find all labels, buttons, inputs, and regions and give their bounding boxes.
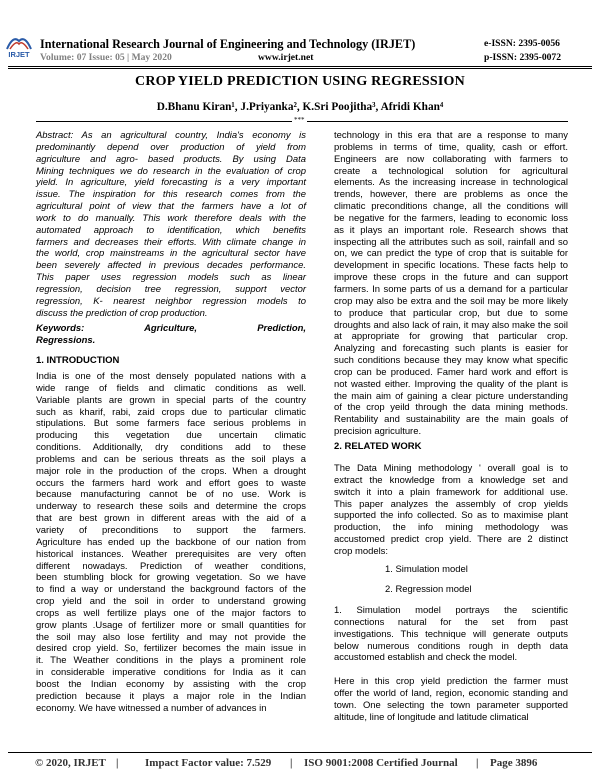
text-line: it. The Weather conditions in the plays a prominent role [36, 655, 306, 667]
volume-issue: Volume: 07 Issue: 05 | May 2020 [40, 52, 172, 63]
footer-iso: ISO 9001:2008 Certified Journal [304, 757, 458, 769]
text-line: crop yield and the soil in order to understand growing [36, 596, 306, 608]
text-line: regression, K- nearest neighbor regression models to [36, 295, 306, 307]
text-line: the main aim of gaining a clear picture understanding [334, 390, 568, 402]
text-line: the world, crop mainstreams in the agricultural sector have [36, 248, 306, 260]
related-work-heading: 2. RELATED WORK [334, 441, 422, 452]
header-rule-2 [8, 68, 592, 69]
text-line: prediction because it plays a major role in the Indian [36, 690, 306, 702]
text-line: climatic preconditions change, all the conditions will [334, 201, 568, 213]
text-line: Agriculture has ended up the backbone of our nation from [36, 536, 306, 548]
footer-page-number: Page 3896 [490, 757, 538, 769]
text-line: on, we can predict the type of crop that is suitable for [334, 248, 568, 260]
intro-text-continued [334, 130, 568, 438]
text-line: agricultural point of view that the farmers have a lot of [36, 201, 306, 213]
text-line: Here in this crop yield prediction the farmer must [334, 676, 568, 687]
text-line: desired crop yield. So, fertilizer becomes the main issue in [36, 643, 306, 655]
text-line: crop models: [334, 545, 389, 557]
text-line: the soil may also lose fertility and may not provide the [36, 631, 306, 643]
footer-impact-factor: Impact Factor value: 7.529 [145, 757, 272, 769]
text-line: farmers and decreases their efforts. With climate change in [36, 236, 306, 248]
text-line: in considerable imperative conditions for India as it can [36, 667, 306, 679]
text-line: work to do manually. This work therefore deals with the [36, 212, 306, 224]
text-line: switch it into a plain framework for additional use. [334, 486, 568, 498]
journal-header [0, 0, 600, 68]
text-line: crop can be produced. Famer hard work and effort is [334, 366, 568, 378]
text-line: historical instances. Weather prerequisites are very often [36, 548, 306, 560]
text-line: Regressions. [36, 334, 96, 346]
text-line: to find a way or understand the background factors of the [36, 584, 306, 596]
keywords [36, 323, 306, 347]
paper-authors: D.Bhanu Kiran¹, J.Priyanka², K.Sri Poojitha³, Afridi Khan⁴ [156, 101, 444, 113]
text-line: stipulations. But some farmers face serious problems in [36, 418, 306, 430]
abstract [36, 130, 306, 320]
text-line: such conditions because they may know what specific [334, 355, 568, 367]
text-line: droughts and also lack of rain, it may also make the soil [334, 319, 568, 331]
text-line: problems and can be serious threats as the soil plays a [36, 453, 306, 465]
text-line: accustomed establish and check the model. [334, 652, 518, 664]
text-line: India is one of the most densely populated nations with a [36, 371, 306, 382]
paper-title: CROP YIELD PREDICTION USING REGRESSION [135, 74, 465, 89]
text-line: agriculture and agro- based products. By using Data [36, 153, 306, 165]
page-footer [0, 745, 600, 773]
text-line: inspecting all the attributes such as soil, rainfall and so [334, 236, 568, 248]
irjet-logo [5, 33, 33, 59]
text-line: be negative for the farmers, leading to economic loss [334, 212, 568, 224]
text-line: This paper analyzes the assembly of crop yields [334, 498, 568, 510]
text-line: discuss the prediction of crop production. [36, 307, 208, 319]
text-line: Variable plants are grown in special parts of the country [36, 394, 306, 406]
header-rule [8, 66, 592, 67]
text-line: different nowadays. Prediction of weather conditions, [36, 560, 306, 572]
text-line: technology in this era that are a response to many [334, 130, 568, 141]
text-line: Engineers are now collaborating with farmers to [334, 153, 568, 165]
text-line: issue. The inspiration for this research comes from the [36, 189, 306, 201]
footer-separator: | [290, 757, 293, 769]
related-work-text [334, 463, 568, 558]
text-line: 1. Simulation model portrays the scientific [334, 605, 568, 616]
intro-text [36, 371, 306, 714]
text-line: investigations. This technique will generate outputs [334, 628, 568, 640]
p-issn: p-ISSN: 2395-0072 [484, 52, 562, 63]
text-line: major role in the production of the crops. When a drought [36, 465, 306, 477]
logo-text: IRJET [8, 50, 30, 59]
text-line: been stumbling block for growing vegetation. So we have [36, 572, 306, 584]
text-line: trends, however, there are problems as once the [334, 189, 568, 201]
text-line: Analyzing and forecasting such plants is easier for [334, 343, 568, 355]
text-line: grow plants .Usage of fertilizer more or small quantities for [36, 619, 306, 631]
text-line: Mining techniques we do research in the evaluation of crop [36, 165, 306, 177]
text-line: wide range of fields and climatic conditions as well. [36, 382, 306, 394]
text-line: crop may also be extra and the soil may be more likely [334, 295, 568, 307]
footer-separator: | [116, 757, 119, 769]
text-line: been severely affected in previous decades performance. [36, 260, 306, 272]
text-line: crops as well fertilize plays one of the major factors to [36, 607, 306, 619]
model-item-simulation: 1. Simulation model [385, 564, 468, 575]
text-line: yield. In agriculture, yield forecasting is a very important [36, 177, 306, 189]
text-line: town. One selecting the town parameter supported [334, 699, 568, 711]
text-line: conditions. Additionally, dry conditions add to these [36, 442, 306, 454]
text-line: automated approach to identification, which benefits [36, 224, 306, 236]
text-line: as it plays an important role. Research shows that [334, 224, 568, 236]
text-line: development in specific locations. These facts help to [334, 260, 568, 272]
text-line: of the crop yeild through the data mining methods. [334, 402, 568, 414]
text-line: production, the info mining methodology was [334, 522, 568, 534]
text-line: occurs the farmers hard work and effort goes to waste [36, 477, 306, 489]
text-line: variety of preconditions to support the farmers. [36, 524, 306, 536]
text-line: supported the info collected. So as to maximise plant [334, 510, 568, 522]
text-line: farmers. In some parts of us a demand for a particular [334, 283, 568, 295]
journal-name: International Research Journal of Engineering and Technology (IRJET) [40, 37, 416, 51]
text-line: accustomed predict crop yield. There are 2 distinct [334, 534, 568, 546]
text-line: problems in terms of time, quality, cash or effort. [334, 141, 568, 153]
text-line: not wasted either. Improving the quality of the plant is [334, 378, 568, 390]
text-line: below numerous conditions rough in depth data [334, 640, 568, 652]
text-line: Abstract: As an agricultural country, India's economy is [36, 130, 306, 141]
text-line: regression, decision tree regression, support vector [36, 283, 306, 295]
separator-stars: *** [294, 116, 305, 124]
simulation-model-text [334, 605, 568, 664]
text-line: connections natural for the set from past [334, 616, 568, 628]
text-line: elements. As the increasing increase in technological [334, 177, 568, 189]
model-item-regression: 2. Regression model [385, 584, 472, 595]
text-line: such as kharif, rabi, zaid crops due to particular climatic [36, 406, 306, 418]
e-issn: e-ISSN: 2395-0056 [484, 38, 560, 49]
text-line: create a technological solution for agricultural [334, 165, 568, 177]
text-line: precision agriculture. [334, 426, 422, 438]
text-line: Keywords: Agriculture, Prediction, [36, 323, 306, 334]
text-line: extract the knowledge from a knowledge set and [334, 474, 568, 486]
journal-website[interactable]: www.irjet.net [258, 52, 314, 63]
text-line: economy. We have witnessed a number of advances in [36, 702, 267, 714]
text-line: that are best grown in different areas with the aid of a [36, 513, 306, 525]
simulation-model-continued [334, 676, 568, 723]
text-line: The Data Mining methodology ' overall goal is to [334, 463, 568, 474]
text-line: at appropriate for growing that particular crop. [334, 331, 568, 343]
footer-copyright: © 2020, IRJET [35, 757, 106, 769]
intro-heading: 1. INTRODUCTION [36, 355, 120, 366]
text-line: offer the world of land, region, economic standing and [334, 687, 568, 699]
text-line: to produce that particular crop, but due to some [334, 307, 568, 319]
text-line: boost the Indian economy by assisting with the crop [36, 678, 306, 690]
text-line: Rentability and sustainability are the main goals of [334, 414, 568, 426]
text-line: predominantly depend over production of yield from [36, 141, 306, 153]
footer-separator: | [476, 757, 479, 769]
text-line: underway to research these soils and determine the crops [36, 501, 306, 513]
text-line: because manufacturing cannot be of no use. Work is [36, 489, 306, 501]
text-line: This paper uses regression models such as linear [36, 272, 306, 284]
text-line: altitude, line of longitude and latitude climatical [334, 711, 529, 723]
text-line: producing this vegetation due uncertain climatic [36, 430, 306, 442]
text-line: improve these crops in the future and can support [334, 272, 568, 284]
